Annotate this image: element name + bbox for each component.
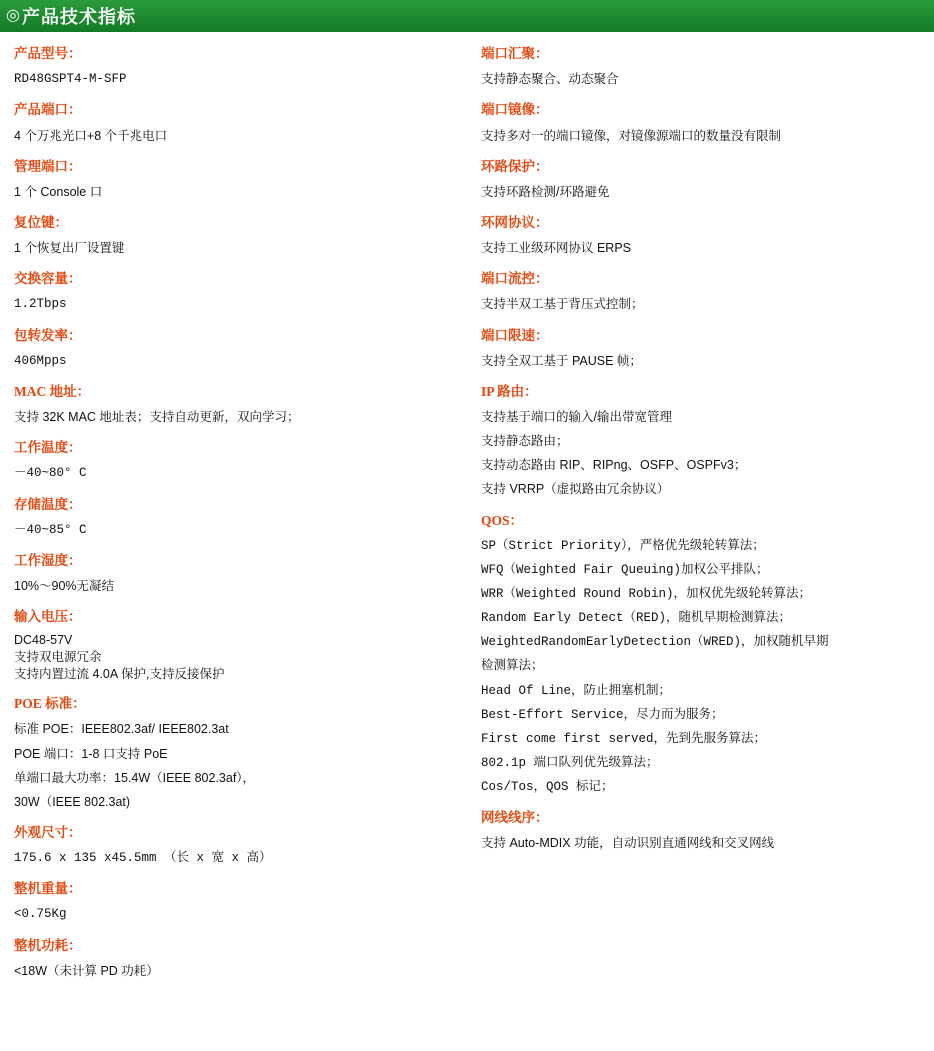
spec-label: QOS： [481,512,524,528]
section-header [0,0,934,32]
spec-item [14,938,453,980]
spec-label: 存储温度： [14,496,82,512]
spec-item [14,440,453,482]
spec-value: Random Early Detect（RED)，随机早期检测算法； [481,611,792,626]
spec-label: 端口流控： [481,271,549,287]
bullseye-icon: ◎ [6,7,20,24]
spec-label: 整机重量： [14,881,82,897]
spec-label: 外观尺寸： [14,824,82,840]
spec-value: 支持静态路由； [481,434,569,449]
spec-value: 单端口最大功率：15.4W（IEEE 802.3af）， [14,770,256,785]
spec-item [14,825,453,867]
spec-label: 网线线序： [481,810,549,826]
spec-item [14,696,453,811]
spec-label: 端口限速： [481,327,549,343]
spec-label: 产品型号： [14,46,82,61]
spec-item [14,215,453,257]
spec-value [14,720,453,738]
spec-value: 406Mpps [14,353,67,368]
spec-label: POE 标准： [14,696,86,712]
spec-value: 支持 VRRP（虚拟路由冗余协议） [481,482,670,497]
spec-label: 包转发率： [14,327,82,343]
spec-value [481,456,920,474]
spec-label: 工作湿度： [14,552,82,568]
spec-item [14,384,453,426]
spec-value: 支持半双工基于背压式控制； [481,297,644,312]
spec-value: 支持基于端口的输入/输出带宽管理 [481,410,672,425]
spec-label: 输入电压： [14,609,82,625]
spec-value: <18W（未计算 PD 功耗） [14,963,159,978]
spec-item [481,159,920,201]
spec-value: 175.6 x 135 x45.5mm （长 x 宽 x 高） [14,851,272,866]
spec-item [481,810,920,852]
spec-item [14,881,453,923]
spec-item [481,46,920,88]
spec-item [14,46,453,88]
spec-label: 环路保护： [481,158,549,174]
spec-value: 支持双电源冗余 [14,649,102,664]
section-title: 产品技术指标 [21,7,136,27]
spec-value: 支持静态聚合、动态聚合 [481,72,619,87]
spec-value: 支持全双工基于 PAUSE 帧； [481,353,642,368]
spec-column-right [467,46,934,986]
spec-value: 1.2Tbps [14,297,67,312]
spec-value: 检测算法； [481,659,544,674]
spec-value: 支持工业级环网协议 ERPS [481,241,632,256]
spec-item [481,384,920,499]
spec-item [14,271,453,313]
spec-item [481,215,920,257]
spec-value: First come first served，先到先服务算法； [481,731,767,746]
spec-item [481,271,920,313]
spec-label: 产品端口： [14,102,82,118]
spec-item [14,159,453,201]
spec-item [14,102,453,144]
spec-label: IP 路由： [481,383,538,399]
spec-label: 整机功耗： [14,937,82,953]
spec-value: 1 个恢复出厂设置键 [14,241,125,256]
spec-value: 支持多对一的端口镜像，对镜像源端口的数量没有限制 [481,128,782,143]
spec-value: DC48-57V [14,633,73,648]
spec-value: 支持内置过流 4.0A 保护,支持反接保护 [14,666,225,681]
poe-standard-text: 标准 POE：IEEE802.3af/ IEEE802.3at [14,722,229,737]
spec-item [14,328,453,370]
spec-value: WRR（Weighted Round Robin)，加权优先级轮转算法； [481,587,812,601]
spec-label: 复位键： [14,214,68,230]
spec-label: 端口镜像： [481,102,549,118]
spec-label: 端口汇聚： [481,46,549,61]
spec-label: 工作温度： [14,440,82,456]
poe-port-text: POE 端口：1-8 口支持 PoE [14,746,168,761]
spec-item [481,328,920,370]
spec-item [14,609,453,682]
spec-item [481,513,920,797]
spec-value: 802.1p 端口队列优先级算法； [481,755,659,770]
spec-value: 1 个 Console 口 [14,184,103,199]
spec-item [14,553,453,595]
spec-value: 10%～90%无凝结 [14,579,115,593]
spec-value: 4 个万兆光口+8 个千兆电口 [14,128,168,143]
spec-value [14,745,453,763]
spec-value: 30W（IEEE 802.3at) [14,794,131,809]
spec-value: －40~85° C [14,522,87,537]
spec-column-left [0,46,467,986]
spec-value: Cos/Tos，QOS 标记； [481,780,614,794]
spec-item [481,102,920,144]
spec-value: 支持 32K MAC 地址表；支持自动更新，双向学习； [14,410,300,425]
spec-columns [0,32,934,1006]
spec-value: Best-Effort Service，尽力而为服务； [481,707,724,722]
spec-label: 管理端口： [14,158,82,174]
dynamic-routing-text: 支持动态路由 RIP、RIPng、OSFP、OSPFv3； [481,458,747,473]
spec-value: SP（Strict Priority），严格优先级轮转算法； [481,538,765,553]
spec-label: MAC 地址： [14,383,91,399]
spec-value: WFQ（Weighted Fair Queuing)加权公平排队； [481,562,769,577]
spec-value: RD48GSPT4-M-SFP [14,72,127,87]
spec-value: －40~80° C [14,466,87,481]
spec-label: 环网协议： [481,214,549,230]
spec-value: 支持 Auto-MDIX 功能，自动识别直通网线和交叉网线 [481,836,775,851]
spec-value: 支持环路检测/环路避免 [481,184,610,199]
spec-value: Head Of Line，防止拥塞机制； [481,683,672,698]
spec-value: <0.75Kg [14,907,67,922]
spec-item [14,497,453,539]
spec-label: 交换容量： [14,271,82,287]
spec-value: WeightedRandomEarlyDetection（WRED)，加权随机早期 [481,635,829,650]
